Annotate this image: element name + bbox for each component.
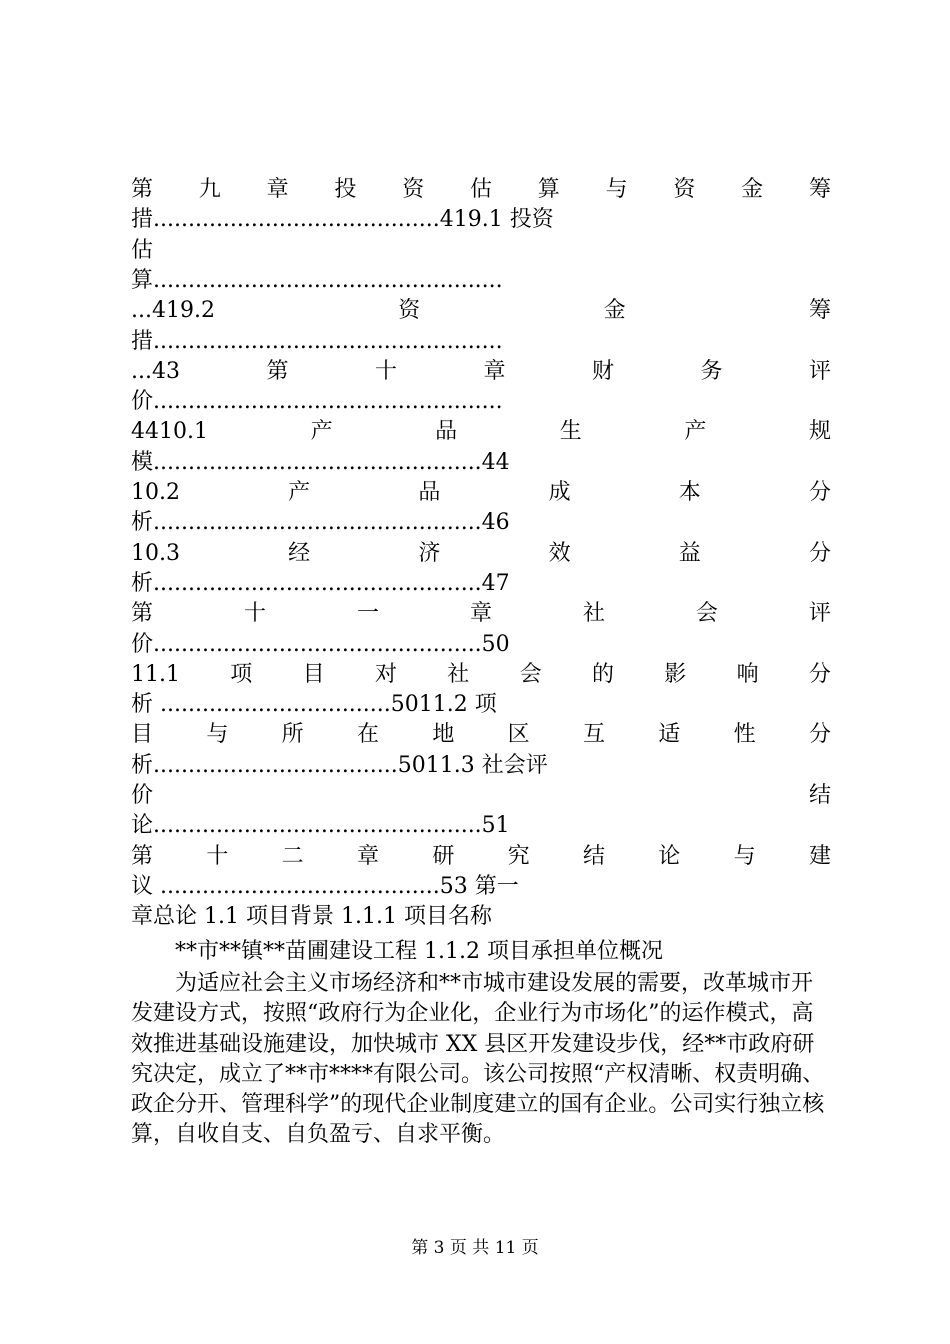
toc-token: 筹 bbox=[808, 298, 831, 324]
toc-token: 品 bbox=[418, 480, 441, 505]
toc-line: 模...............................................44 bbox=[131, 449, 510, 475]
toc-token: 4410.1 bbox=[131, 419, 208, 445]
toc-token: 会 bbox=[519, 661, 542, 687]
toc-token: 十 bbox=[243, 601, 266, 627]
toc-token: 项 bbox=[230, 661, 253, 687]
toc-token: 产 bbox=[310, 419, 333, 445]
toc-line bbox=[131, 175, 831, 205]
toc-token: 效 bbox=[548, 540, 571, 566]
toc-token: 究 bbox=[507, 843, 530, 869]
toc-token: 章 bbox=[356, 843, 379, 869]
toc-token: 金 bbox=[741, 177, 764, 202]
toc-token: 济 bbox=[418, 540, 441, 566]
toc-token: 社 bbox=[582, 601, 605, 627]
toc-line: 估 bbox=[131, 237, 154, 263]
toc-line bbox=[131, 296, 831, 326]
toc-token: 所 bbox=[281, 722, 304, 748]
body-paragraph: 为适应社会主义市场经济和**市城市建设发展的需要，改革城市开发建设方式，按照“政府行为企业化，企业行为市场化”的运作模式，高效推进基础设施建设，加快城市 XX 县区开发建设步伐，经**市政府研究决定，成立了**市****有限公司。该公司按照“产权清晰、权责明确、政企分开、管理科学”的现代企业制度建立的国有企业。公司实行独立核算，自收自支、自负盈亏、自求平衡。 bbox=[131, 971, 825, 1148]
toc-token: 第 bbox=[131, 177, 154, 202]
toc-token: 财 bbox=[591, 358, 614, 384]
toc-token: 11.1 bbox=[131, 661, 180, 687]
toc-token: 第 bbox=[131, 843, 154, 869]
toc-token: 价 bbox=[131, 783, 154, 808]
toc-token: 资 bbox=[402, 177, 425, 202]
toc-token: 评 bbox=[808, 358, 831, 384]
toc-token: 目 bbox=[302, 661, 325, 687]
toc-token: 十 bbox=[206, 843, 229, 869]
toc-token: 目 bbox=[131, 722, 154, 748]
toc-token: 九 bbox=[198, 177, 221, 202]
toc-line bbox=[131, 599, 831, 629]
toc-line: 析...................................5011.3 社会评 bbox=[131, 752, 548, 778]
toc-line bbox=[131, 478, 831, 508]
toc-token: 10.2 bbox=[131, 480, 180, 505]
toc-token: 互 bbox=[582, 722, 605, 748]
toc-token: 章 bbox=[483, 358, 506, 384]
project-name-line: **市**镇**苗圃建设工程 1.1.2 项目承担单位概况 bbox=[175, 939, 663, 964]
toc-line: 价.................................................. bbox=[131, 389, 503, 415]
toc-token: 会 bbox=[695, 601, 718, 627]
toc-token: 社 bbox=[447, 661, 470, 687]
toc-token: 筹 bbox=[808, 177, 831, 202]
toc-line bbox=[131, 660, 831, 690]
toc-token: 分 bbox=[808, 661, 831, 687]
toc-token: 算 bbox=[537, 177, 560, 202]
toc-token: 生 bbox=[559, 419, 582, 445]
toc-token: 评 bbox=[808, 601, 831, 627]
toc-line bbox=[131, 842, 831, 872]
toc-line: 论...............................................51 bbox=[131, 813, 510, 839]
toc-token: 适 bbox=[658, 722, 681, 748]
toc-line bbox=[131, 539, 831, 569]
toc-token: 资 bbox=[673, 177, 696, 202]
page-footer: 第 3 页 共 11 页 bbox=[411, 1238, 539, 1258]
toc-token: 估 bbox=[469, 177, 492, 202]
toc-token: 分 bbox=[808, 480, 831, 505]
toc-token: 的 bbox=[591, 661, 614, 687]
toc-token: 响 bbox=[736, 661, 759, 687]
toc-token: 结 bbox=[582, 843, 605, 869]
toc-token: 分 bbox=[808, 540, 831, 566]
toc-token: 论 bbox=[658, 843, 681, 869]
toc-token: 一 bbox=[356, 601, 379, 627]
toc-token: 章 bbox=[266, 177, 289, 202]
toc-token: 二 bbox=[281, 843, 304, 869]
toc-line bbox=[131, 720, 831, 750]
toc-line: 措.........................................419.1 投资 bbox=[131, 207, 554, 233]
toc-token: 地 bbox=[432, 722, 455, 748]
toc-token: 品 bbox=[435, 419, 458, 445]
toc-line: 析...............................................46 bbox=[131, 510, 510, 536]
toc-token: ...419.2 bbox=[131, 298, 215, 324]
toc-token: 十 bbox=[374, 358, 397, 384]
toc-token: 第 bbox=[266, 358, 289, 384]
toc-token: 对 bbox=[374, 661, 397, 687]
toc-line: 算.................................................. bbox=[131, 267, 503, 293]
toc-token: 经 bbox=[288, 540, 311, 566]
toc-token: 章 bbox=[469, 601, 492, 627]
toc-line: 措.................................................. bbox=[131, 328, 503, 354]
toc-token: 本 bbox=[678, 480, 701, 505]
toc-token: 与 bbox=[733, 843, 756, 869]
toc-line bbox=[131, 357, 831, 387]
toc-token: 10.3 bbox=[131, 540, 180, 566]
toc-line: 议 ........................................53 第一 bbox=[131, 873, 519, 899]
toc-token: 第 bbox=[131, 601, 154, 627]
toc-token: ...43 bbox=[131, 358, 180, 384]
toc-token: 与 bbox=[206, 722, 229, 748]
toc-line: 章总论 1.1 项目背景 1.1.1 项目名称 bbox=[131, 904, 492, 930]
toc-token: 投 bbox=[334, 177, 357, 202]
toc-token: 益 bbox=[678, 540, 701, 566]
toc-token: 区 bbox=[507, 722, 530, 748]
toc-token: 与 bbox=[605, 177, 628, 202]
toc-token: 务 bbox=[700, 358, 723, 384]
toc-token: 结 bbox=[808, 783, 831, 808]
toc-token: 在 bbox=[356, 722, 379, 748]
toc-token: 分 bbox=[808, 722, 831, 748]
toc-token: 成 bbox=[548, 480, 571, 505]
toc-token: 产 bbox=[288, 480, 311, 505]
toc-line bbox=[131, 417, 831, 447]
toc-token: 产 bbox=[684, 419, 707, 445]
toc-token: 规 bbox=[808, 419, 831, 445]
toc-token: 建 bbox=[808, 843, 831, 869]
toc-line: 析...............................................47 bbox=[131, 570, 510, 596]
toc-token: 金 bbox=[603, 298, 626, 324]
toc-line: 析 .................................5011.2 项 bbox=[131, 692, 497, 718]
toc-line bbox=[131, 781, 831, 811]
toc-token: 性 bbox=[733, 722, 756, 748]
toc-token: 研 bbox=[432, 843, 455, 869]
toc-token: 影 bbox=[664, 661, 687, 687]
toc-line: 价...............................................50 bbox=[131, 631, 510, 657]
toc-token: 资 bbox=[398, 298, 421, 324]
